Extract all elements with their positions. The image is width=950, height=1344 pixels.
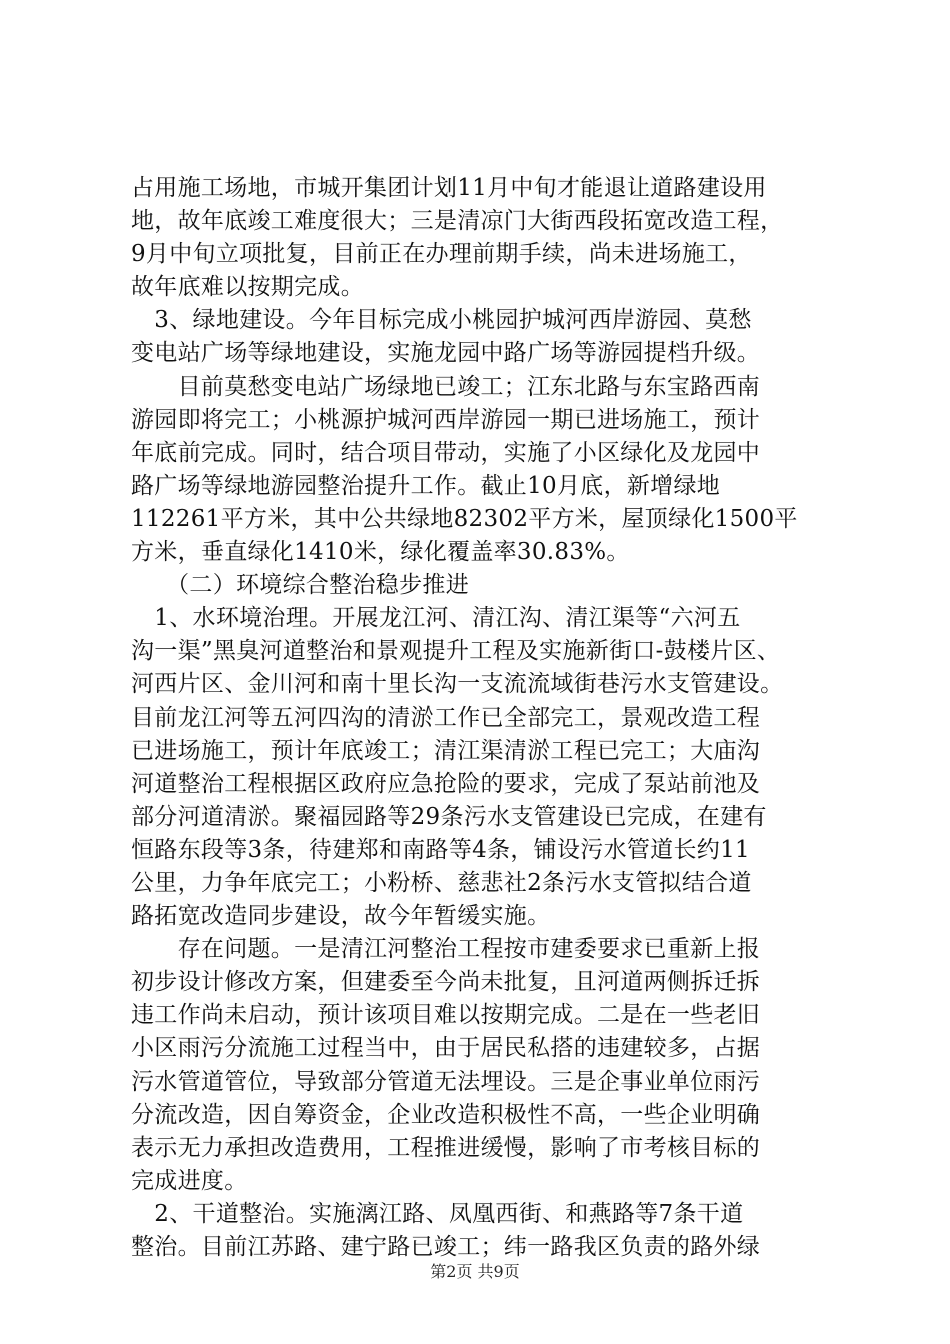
- text-line: 路拓宽改造同步建设，故今年暂缓实施。: [131, 903, 551, 930]
- text-line: 目前龙江河等五河四沟的清淤工作已全部完工，景观改造工程: [131, 704, 761, 731]
- text-line: 3、绿地建设。今年目标完成小桃园护城河西岸游园、莫愁: [131, 307, 752, 334]
- text-line: 9月中旬立项批复，目前正在办理前期手续，尚未进场施工，: [131, 241, 752, 268]
- text-line: 存在问题。一是清江河整治工程按市建委要求已重新上报: [131, 936, 761, 963]
- text-line: 占用施工场地，市城开集团计划11月中旬才能退让道路建设用: [131, 175, 767, 201]
- text-line: 路广场等绿地游园整治提升工作。截止10月底，新增绿地: [131, 472, 721, 499]
- text-line: 部分河道清淤。聚福园路等29条污水支管建设已完成，在建有: [131, 803, 767, 830]
- text-line: 2、干道整治。实施漓江路、凤凰西街、和燕路等7条干道: [131, 1200, 744, 1227]
- text-line: 小区雨污分流施工过程当中，由于居民私搭的违建较多，占据: [131, 1035, 761, 1062]
- text-line: 恒路东段等3条，待建郑和南路等4条，铺设污水管道长约11: [131, 836, 750, 863]
- text-line: 变电站广场等绿地建设，实施龙园中路广场等游园提档升级。: [131, 340, 761, 367]
- text-line: 公里，力争年底完工；小粉桥、慈悲社2条污水支管拟结合道: [131, 869, 752, 896]
- text-line: 游园即将完工；小桃源护城河西岸游园一期已进场施工，预计: [131, 406, 761, 433]
- text-line: 河道整治工程根据区政府应急抢险的要求，完成了泵站前池及: [131, 770, 761, 797]
- text-line: 1、水环境治理。开展龙江河、清江沟、清江渠等“六河五: [131, 605, 741, 632]
- text-line: 故年底难以按期完成。: [131, 274, 364, 301]
- text-line: 目前莫愁变电站广场绿地已竣工；江东北路与东宝路西南: [131, 373, 761, 400]
- section-heading: （二）环境综合整治稳步推进: [131, 572, 469, 599]
- text-line: 地，故年底竣工难度很大；三是清凉门大街西段拓宽改造工程，: [131, 208, 784, 235]
- text-line: 初步设计修改方案，但建委至今尚未批复，且河道两侧拆迁拆: [131, 969, 761, 996]
- text-line: 方米，垂直绿化1410米，绿化覆盖率30.83%。: [131, 539, 630, 566]
- text-line: 年底前完成。同时，结合项目带动，实施了小区绿化及龙园中: [131, 439, 761, 466]
- text-line: 整治。目前江苏路、建宁路已竣工；纬一路我区负责的路外绿: [131, 1234, 761, 1260]
- text-line: 表示无力承担改造费用，工程推进缓慢，影响了市考核目标的: [131, 1134, 761, 1161]
- text-line: 污水管道管位，导致部分管道无法埋设。三是企事业单位雨污: [131, 1068, 761, 1095]
- text-line: 违工作尚未启动，预计该项目难以按期完成。二是在一些老旧: [131, 1002, 761, 1029]
- page-number-footer: 第2页 共9页: [430, 1262, 520, 1281]
- text-line: 已进场施工，预计年底竣工；清江渠清淤工程已完工；大庙沟: [131, 737, 761, 764]
- text-line: 沟一渠”黑臭河道整治和景观提升工程及实施新街口-鼓楼片区、: [131, 638, 781, 665]
- text-line: 河西片区、金川河和南十里长沟一支流流域街巷污水支管建设。: [131, 671, 784, 698]
- text-line: 分流改造，因自筹资金，企业改造积极性不高，一些企业明确: [131, 1101, 761, 1128]
- text-line: 112261平方米，其中公共绿地82302平方米，屋顶绿化1500平: [131, 505, 798, 532]
- text-line: 完成进度。: [131, 1167, 248, 1194]
- document-body: [131, 172, 831, 1264]
